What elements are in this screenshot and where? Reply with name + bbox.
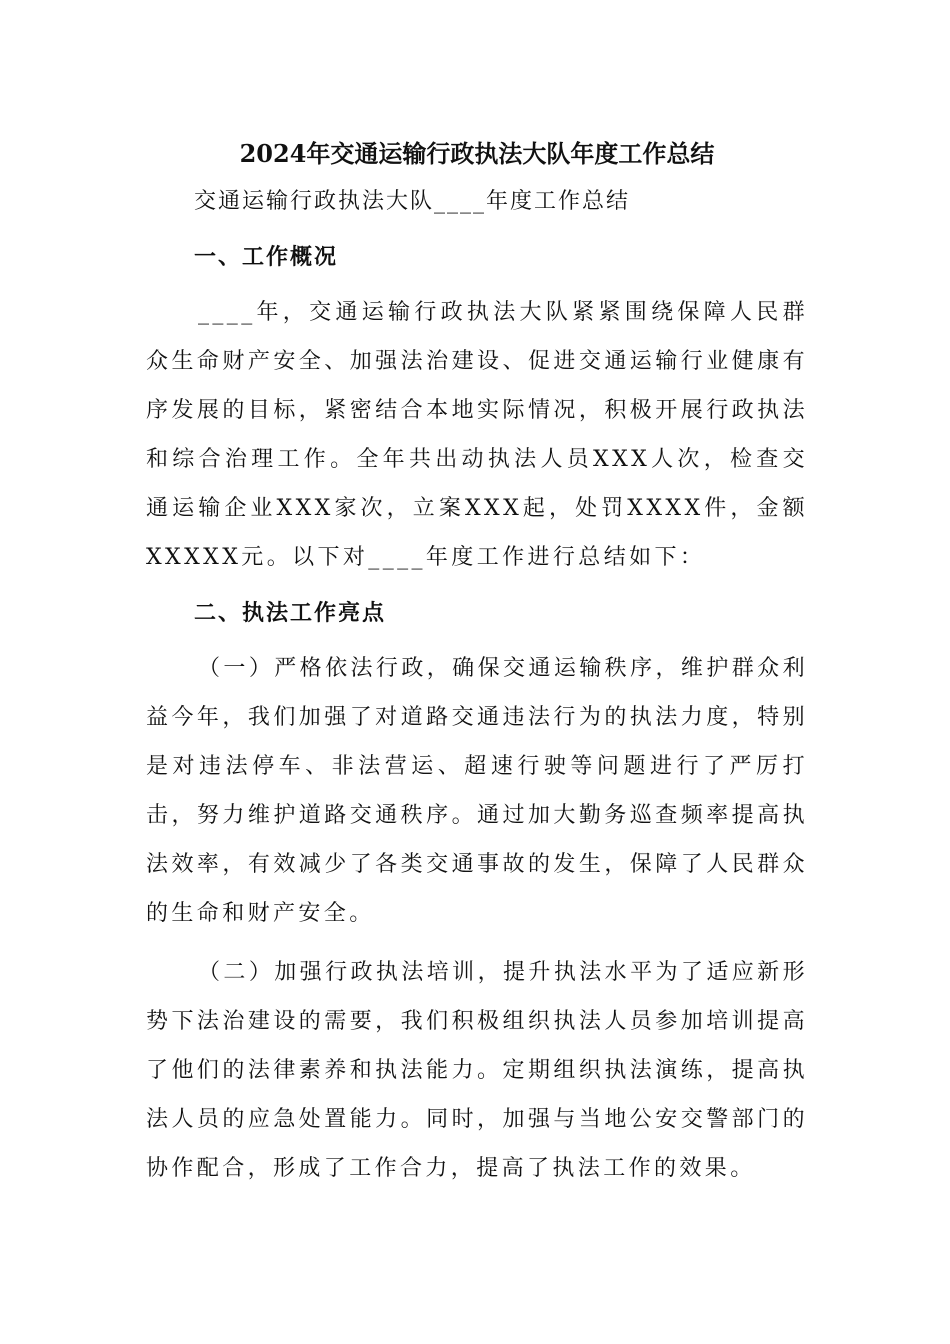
paragraph-highlight-2: （二）加强行政执法培训，提升执法水平为了适应新形势下法治建设的需要，我们积极组织执法人员参加培训提高了他们的法律素养和执法能力。定期组织执法演练，提高执法人员的应急处置能力。同时，加强与当地公安交警部门的协作配合，形成了工作合力，提高了执法工作的效果。 <box>146 960 808 1181</box>
section-heading-overview: 一、工作概况 <box>194 244 339 270</box>
paragraph-highlight-1: （一）严格依法行政，确保交通运输秩序，维护群众利益今年，我们加强了对道路交通违法行为的执法力度，特别是对违法停车、非法营运、超速行驶等问题进行了严厉打击，努力维护道路交通秩序。通过加大勤务巡查频率提高执法效率，有效减少了各类交通事故的发生，保障了人民群众的生命和财产安全。 <box>146 656 808 926</box>
document-subtitle: 交通运输行政执法大队____年度工作总结 <box>194 189 631 214</box>
paragraph-overview: ____年，交通运输行政执法大队紧紧围绕保障人民群众生命财产安全、加强法治建设、促进交通运输行业健康有序发展的目标，紧密结合本地实际情况，积极开展行政执法和综合治理工作。全年共出动执法人员XXX人次，检查交通运输企业XXX家次，立案XXX起，处罚XXXX件，金额XXXXX元。以下对____年度工作进行总结如下： <box>146 300 808 570</box>
document-title: 2024年交通运输行政执法大队年度工作总结 <box>239 139 715 168</box>
section-heading-highlights: 二、执法工作亮点 <box>194 600 387 626</box>
document-page <box>146 130 808 1193</box>
